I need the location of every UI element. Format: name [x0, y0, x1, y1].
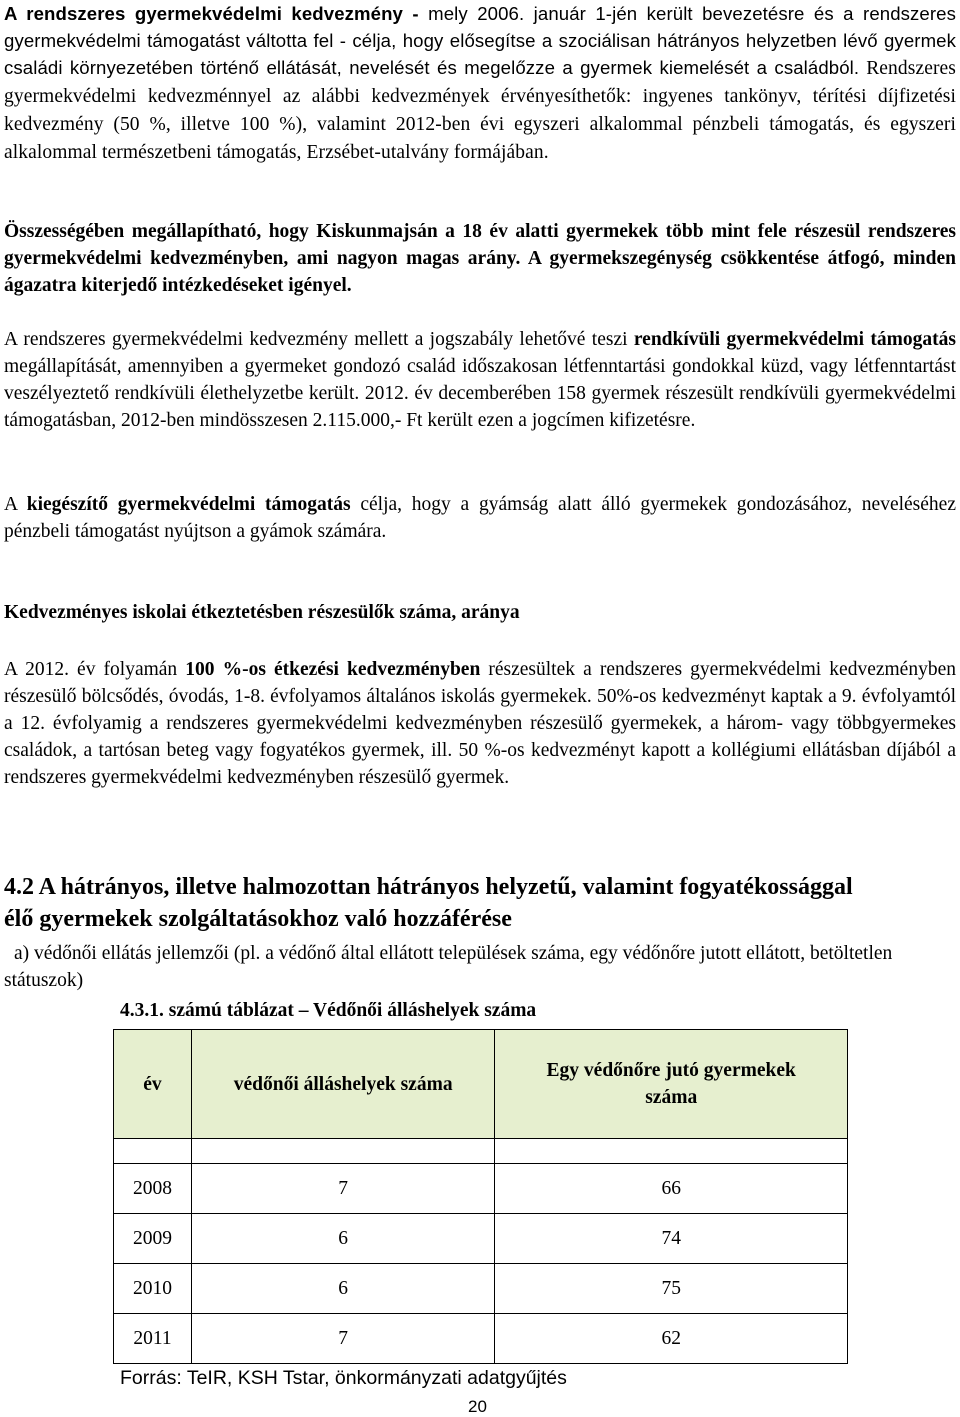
- cell-year: 2010: [114, 1264, 192, 1314]
- header-allashelyek: védőnői álláshelyek száma: [191, 1030, 495, 1139]
- cell-year: 2008: [114, 1164, 192, 1214]
- table-spacer-row: [114, 1139, 848, 1164]
- table-header-row: [114, 1030, 848, 1139]
- kiegeszito-bold: kiegészítő gyermekvédelmi támogatás: [26, 494, 351, 515]
- cell-positions: 7: [191, 1164, 495, 1214]
- rendkivuli-bold: rendkívüli gyermekvédelmi támogatás: [633, 329, 956, 350]
- kiegeszito-text-1: A: [4, 494, 27, 515]
- spacer-cell: [495, 1139, 848, 1164]
- header-gyermekek-label: Egy védőnőre jutó gyermekek száma: [546, 1060, 796, 1108]
- table-row: [114, 1314, 848, 1364]
- section-heading: Kedvezményes iskolai étkeztetésben részesülők száma, aránya: [4, 602, 520, 623]
- spacer-cell: [191, 1139, 495, 1164]
- paragraph-rgyk-intro: [4, 0, 956, 166]
- chapter-number: 4.2: [4, 874, 34, 900]
- paragraph-kiegeszito: [4, 491, 956, 545]
- spacer-cell: [114, 1139, 192, 1164]
- rendkivuli-text-1: A rendszeres gyermekvédelmi kedvezmény mellett a jogszabály lehetővé teszi: [4, 329, 634, 350]
- header-ev: év: [114, 1030, 192, 1139]
- vedonoi-allashelyek-table: [113, 1029, 848, 1364]
- paragraph-vedonoi-ellatas: a) védőnői ellátás jellemzői (pl. a védőnő által ellátott települések száma, egy védőnőre jutott ellátott, betöltetlen státuszok): [4, 943, 893, 991]
- page-number: 20: [468, 1397, 487, 1416]
- cell-children: 66: [495, 1164, 848, 1214]
- paragraph-rendkivuli: [4, 326, 956, 434]
- cell-children: 75: [495, 1264, 848, 1314]
- etkeztetes-text-1: A 2012. év folyamán: [4, 659, 186, 680]
- cell-positions: 7: [191, 1314, 495, 1364]
- cell-children: 74: [495, 1214, 848, 1264]
- cell-positions: 6: [191, 1214, 495, 1264]
- cell-year: 2011: [114, 1314, 192, 1364]
- rendkivuli-text-2: megállapítását, amennyiben a gyermeket gondozó család időszakosan létfenntartási gondokkal küzd, vagy létfenntartást veszélyeztető rendkívüli élethelyzetbe került. 2012. év decemberében 158 gyermek részesült rendkívüli gyermekvédelmi támogatásban, 2012-ben mindösszesen 2.115.000,- Ft került ezen a jogcímen kifizetésre.: [4, 356, 956, 431]
- rgyk-benefits-text: Rendszeres gyermekvédelmi kedvezménnyel az alábbi kedvezmények érvényesíthetők: ingyenes tankönyv, térítési díjfizetési kedvezmény (50 %, illetve 100 %), valamint 2012-ben évi egyszeri alkalommal pénzbeli támogatás, és egyszeri alkalommal természetbeni támogatás, Erzsébet-utalvány formájában.: [4, 58, 956, 163]
- table-row: [114, 1214, 848, 1264]
- cell-children: 62: [495, 1314, 848, 1364]
- chapter-heading: [4, 871, 864, 935]
- cell-positions: 6: [191, 1264, 495, 1314]
- etkeztetes-text-2: részesültek a rendszeres gyermekvédelmi kedvezményben részesülő bölcsődés, óvodás, 1-8. évfolyamos általános iskolás gyermekek. 50%-os kedvezményt kaptak a 9. évfolyamtól a 12. évfolyamig a rendszeres gyermekvédelmi kedvezményben részesülő gyermekek, a három- vagy többgyermekes családok, a tartósan beteg vagy fogyatékos gyermek, ill. 50 %-os kedvezményt kapott a kollégiumi ellátásban díjából a rendszeres gyermekvédelmi kedvezményben részesülő gyermek.: [4, 659, 956, 788]
- table-source: Forrás: TeIR, KSH Tstar, önkormányzati adatgyűjtés: [120, 1367, 567, 1389]
- paragraph-summary: Összességében megállapítható, hogy Kiskunmajsán a 18 év alatti gyermekek több mint fele részesül rendszeres gyermekvédelmi kedvezményben, ami nagyon magas arány. A gyermekszegénység csökkentése átfogó, minden ágazatra kiterjedő intézkedéseket igényel.: [4, 221, 956, 296]
- table-caption: 4.3.1. számú táblázat – Védőnői álláshelyek száma: [120, 1000, 537, 1021]
- table-row: [114, 1264, 848, 1314]
- rgyk-text: mely 2006. január 1-jén került bevezetésre és a rendszeres gyermekvédelmi támogatást váltotta fel - célja, hogy elősegítse a szociálisan hátrányos helyzetben lévő gyermek családi környezetében történő ellátását, nevelését és megelőzze a gyermek kiemelését a családból.: [4, 3, 957, 78]
- header-gyermekek: [495, 1030, 848, 1139]
- cell-year: 2009: [114, 1214, 192, 1264]
- chapter-title: A hátrányos, illetve halmozottan hátrányos helyzetű, valamint fogyatékossággal élő gyermekek szolgáltatásokhoz való hozzáférése: [4, 874, 853, 932]
- kiegeszito-text-2: célja, hogy a gyámság alatt álló gyermekek gondozásához, neveléséhez pénzbeli támogatást nyújtson a gyámok számára.: [4, 494, 956, 542]
- rgyk-lead: A rendszeres gyermekvédelmi kedvezmény -: [4, 3, 419, 24]
- etkeztetes-bold: 100 %-os étkezési kedvezményben: [185, 659, 481, 680]
- table-row: [114, 1164, 848, 1214]
- paragraph-etkeztetes: [4, 656, 956, 791]
